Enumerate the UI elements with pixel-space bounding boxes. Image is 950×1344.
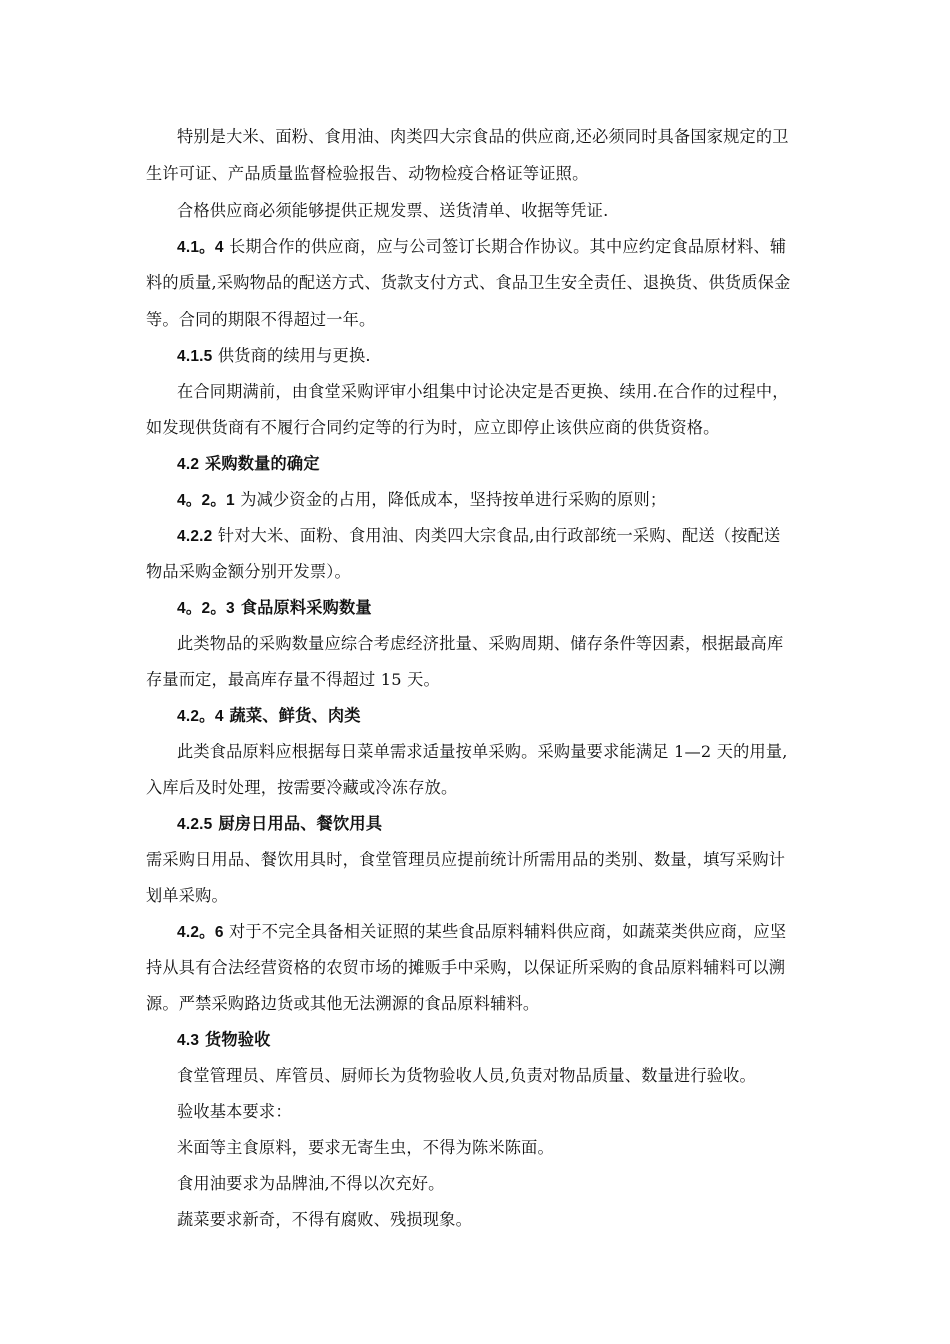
section-text: 为减少资金的占用，降低成本，坚持按单进行采购的原则； (240, 490, 667, 509)
section-number: 4.2 (177, 456, 200, 473)
section-number: 4。2。3 (177, 600, 235, 617)
paragraph-line: 物品采购金额分别开发票）。 (146, 562, 351, 581)
paragraph-line: 验收基本要求： (177, 1102, 292, 1121)
paragraph-line: 食堂管理员、库管员、厨师长为货物验收人员,负责对物品质量、数量进行验收。 (177, 1066, 756, 1085)
section-4-2-1 (177, 489, 837, 512)
heading-text: 货物验收 (205, 1030, 271, 1049)
paragraph-line: 划单采购。 (146, 886, 228, 905)
paragraph-line: 源。严禁采购路边货或其他无法溯源的食品原料辅料。 (146, 994, 540, 1013)
section-number: 4.2。6 (177, 924, 224, 941)
paragraph-line: 在合同期满前，由食堂采购评审小组集中讨论决定是否更换、续用.在合作的过程中， (177, 382, 789, 401)
section-number: 4.2.5 (177, 816, 213, 833)
section-4-2-6 (177, 921, 837, 944)
heading-4-2 (177, 453, 837, 476)
heading-4-3 (177, 1029, 837, 1052)
section-number: 4.3 (177, 1032, 200, 1049)
section-4-1-4 (177, 236, 837, 259)
paragraph-line: 特别是大米、面粉、食用油、肉类四大宗食品的供应商,还必须同时具备国家规定的卫 (177, 127, 789, 146)
paragraph-line: 米面等主食原料，要求无寄生虫，不得为陈米陈面。 (177, 1138, 554, 1157)
heading-text: 蔬菜、鲜货、肉类 (229, 706, 361, 725)
paragraph-line: 需采购日用品、餐饮用具时，食堂管理员应提前统计所需用品的类别、数量，填写采购计 (146, 850, 786, 869)
paragraph-line: 此类食品原料应根据每日菜单需求适量按单采购。采购量要求能满足 1—2 天的用量, (177, 742, 788, 761)
paragraph-line: 此类物品的采购数量应综合考虑经济批量、采购周期、储存条件等因素，根据最高库 (177, 634, 784, 653)
section-number: 4。2。1 (177, 492, 235, 509)
section-text: 针对大米、面粉、食用油、肉类四大宗食品,由行政部统一采购、配送（按配送 (217, 526, 781, 545)
heading-text: 采购数量的确定 (205, 454, 320, 473)
section-text: 供货商的续用与更换. (217, 346, 371, 365)
section-number: 4.1.5 (177, 348, 213, 365)
heading-4-2-5 (177, 813, 837, 836)
paragraph-line: 生许可证、产品质量监督检验报告、动物检疫合格证等证照。 (146, 164, 589, 183)
section-text: 长期合作的供应商，应与公司签订长期合作协议。其中应约定食品原材料、辅 (229, 237, 787, 256)
section-text: 对于不完全具备相关证照的某些食品原料辅料供应商，如蔬菜类供应商，应坚 (229, 922, 787, 941)
paragraph-line: 等。合同的期限不得超过一年。 (146, 310, 376, 329)
heading-text: 厨房日用品、餐饮用具 (218, 814, 383, 833)
paragraph-line: 存量而定，最高库存量不得超过 15 天。 (146, 670, 440, 689)
section-4-1-5 (177, 345, 837, 368)
paragraph-line: 蔬菜要求新奇，不得有腐败、残损现象。 (177, 1210, 472, 1229)
heading-text: 食品原料采购数量 (240, 598, 372, 617)
paragraph-line: 持从具有合法经营资格的农贸市场的摊贩手中采购，以保证所采购的食品原料辅料可以溯 (146, 958, 786, 977)
section-number: 4.2.2 (177, 528, 213, 545)
section-number: 4.1。4 (177, 239, 224, 256)
paragraph-line: 入库后及时处理，按需要冷藏或冷冻存放。 (146, 778, 458, 797)
paragraph-line: 食用油要求为品牌油,不得以次充好。 (177, 1174, 445, 1193)
paragraph-line: 如发现供货商有不履行合同约定等的行为时，应立即停止该供应商的供货资格。 (146, 418, 720, 437)
paragraph-line: 料的质量,采购物品的配送方式、货款支付方式、食品卫生安全责任、退换货、供货质保金 (146, 273, 791, 292)
heading-4-2-3 (177, 597, 837, 620)
section-4-2-2 (177, 525, 837, 548)
section-number: 4.2。4 (177, 708, 224, 725)
paragraph-line: 合格供应商必须能够提供正规发票、送货清单、收据等凭证. (177, 201, 609, 220)
heading-4-2-4 (177, 705, 837, 728)
